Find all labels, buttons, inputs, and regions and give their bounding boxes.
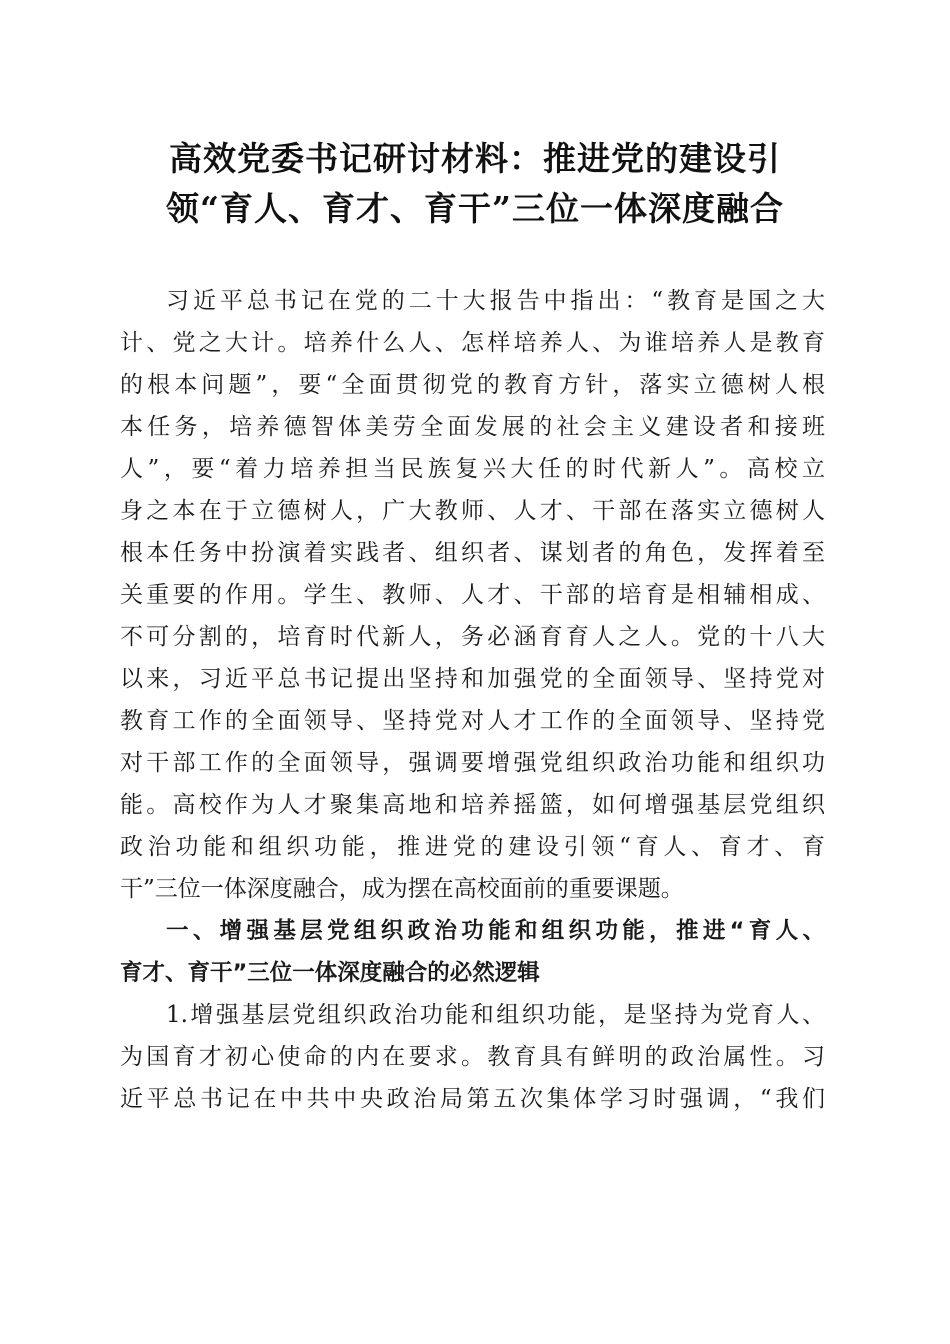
document-title <box>100 134 850 234</box>
text-line: 近平总书记在中共中央政治局第五次集体学习时强调，“我们 <box>120 1086 825 1112</box>
text-line: 能。高校作为人才聚集高地和培养摇篮，如何增强基层党组织 <box>120 792 825 818</box>
text-line: 人”，要“着力培养担当民族复兴大任的时代新人”。高校立 <box>120 456 825 482</box>
text-line: 1.增强基层党组织政治功能和组织功能，是坚持为党育人、 <box>166 1002 825 1028</box>
text-line: 身之本在于立德树人，广大教师、人才、干部在落实立德树人 <box>120 498 825 524</box>
title-line: 高效党委书记研讨材料：推进党的建设引 <box>169 139 781 178</box>
text-line: 为国育才初心使命的内在要求。教育具有鲜明的政治属性。习 <box>120 1044 825 1070</box>
title-line: 领“育人、育才、育干”三位一体深度融合 <box>166 189 784 228</box>
text-line: 根本任务中扮演着实践者、组织者、谋划者的角色，发挥着至 <box>120 540 825 566</box>
text-line: 以来，习近平总书记提出坚持和加强党的全面领导、坚持党对 <box>120 666 825 692</box>
text-line: 关重要的作用。学生、教师、人才、干部的培育是相辅相成、 <box>120 582 825 608</box>
text-line: 干”三位一体深度融合，成为摆在高校面前的重要课题。 <box>120 876 684 902</box>
text-line: 教育工作的全面领导、坚持党对人才工作的全面领导、坚持党 <box>120 708 825 734</box>
text-line: 计、党之大计。培养什么人、怎样培养人、为谁培养人是教育 <box>120 330 825 356</box>
text-line: 不可分割的，培育时代新人，务必涵育育人之人。党的十八大 <box>120 624 825 650</box>
paragraph-section-1-1 <box>120 994 825 1120</box>
heading-line: 一、增强基层党组织政治功能和组织功能，推进“育人、 <box>166 918 825 944</box>
text-line: 本任务，培养德智体美劳全面发展的社会主义建设者和接班 <box>120 414 825 440</box>
paragraph-intro <box>120 280 825 910</box>
heading-line: 育才、育干”三位一体深度融合的必然逻辑 <box>120 960 540 986</box>
text-line: 习近平总书记在党的二十大报告中指出：“教育是国之大 <box>166 288 825 314</box>
text-line: 政治功能和组织功能，推进党的建设引领“育人、育才、育 <box>120 834 825 860</box>
text-line: 对干部工作的全面领导，强调要增强党组织政治功能和组织功 <box>120 750 825 776</box>
section-heading-1 <box>120 910 825 994</box>
text-line: 的根本问题”，要“全面贯彻党的教育方针，落实立德树人根 <box>120 372 825 398</box>
document-body <box>120 280 825 1120</box>
